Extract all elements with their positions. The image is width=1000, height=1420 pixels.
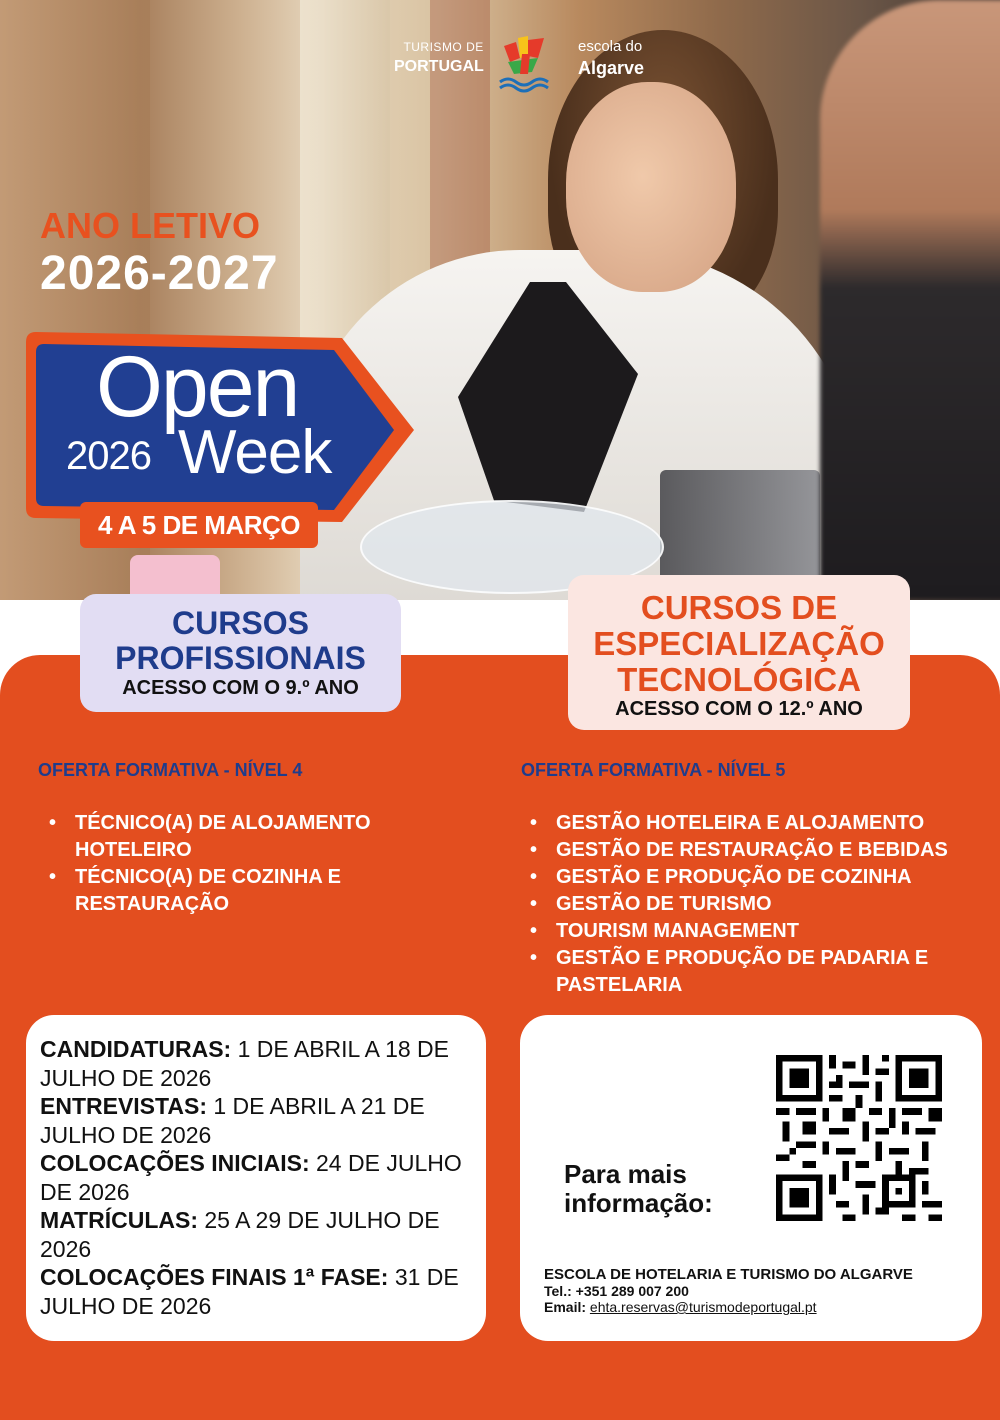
date-value: 24 DE JULHO DE 2026 — [40, 1150, 462, 1205]
offer-heading-level5: OFERTA FORMATIVA - NÍVEL 5 — [521, 760, 786, 780]
offer-heading-level4: OFERTA FORMATIVA - NÍVEL 4 — [38, 760, 303, 780]
school-year-value: 2026-2027 — [40, 247, 279, 300]
contact-details — [544, 1267, 913, 1315]
professional-courses-tag — [80, 594, 401, 712]
phone-number: +351 289 007 200 — [575, 1283, 689, 1299]
list-item: • GESTÃO E PRODUÇÃO DE PADARIA E PASTELARIA — [520, 945, 980, 999]
list-item: • TÉCNICO(A) DE ALOJAMENTO HOTELEIRO — [39, 810, 439, 864]
email-label: Email: — [544, 1299, 587, 1315]
application-dates-box — [26, 1015, 486, 1341]
date-row — [40, 1149, 480, 1206]
date-label: CANDIDATURAS: — [40, 1036, 232, 1062]
turismo-logo-icon — [494, 32, 558, 96]
professional-title-line2: PROFISSIONAIS — [115, 640, 366, 676]
logo-text-line2: PORTUGAL — [394, 58, 484, 75]
logo-right-line2: Algarve — [578, 58, 645, 78]
escola-algarve-logo — [578, 38, 644, 79]
specialization-title-line1: CURSOS DE — [640, 589, 838, 626]
date-row — [40, 1035, 480, 1092]
turismo-de-portugal-logo — [394, 40, 484, 76]
list-item: • GESTÃO DE TURISMO — [520, 891, 980, 918]
specialization-title-line2: ESPECIALIZAÇÃO — [593, 625, 885, 662]
more-info-label — [564, 1160, 713, 1218]
date-value: 1 DE ABRIL A 21 DE JULHO DE 2026 — [40, 1093, 425, 1148]
phone-label: Tel.: — [544, 1283, 572, 1299]
open-week-week-word: Week — [178, 418, 332, 487]
date-value: 31 DE JULHO DE 2026 — [40, 1264, 459, 1319]
contact-info-box — [520, 1015, 982, 1341]
date-label: MATRÍCULAS: — [40, 1207, 198, 1233]
date-value: 25 A 29 DE JULHO DE 2026 — [40, 1207, 440, 1262]
logo-right-line1: escola do — [578, 38, 643, 55]
specialization-title-line3: TECNOLÓGICA — [617, 661, 861, 698]
more-info-line1: Para mais — [564, 1159, 687, 1189]
school-name: ESCOLA DE HOTELARIA E TURISMO DO ALGARVE — [544, 1266, 913, 1283]
list-item: • TOURISM MANAGEMENT — [520, 918, 980, 945]
date-label: COLOCAÇÕES FINAIS 1ª FASE: — [40, 1264, 389, 1290]
list-item: • GESTÃO E PRODUÇÃO DE COZINHA — [520, 864, 980, 891]
specialization-course-list — [520, 810, 980, 999]
list-item: • TÉCNICO(A) DE COZINHA E RESTAURAÇÃO — [39, 864, 439, 918]
phone-line — [544, 1283, 913, 1299]
list-item: • GESTÃO HOTELEIRA E ALOJAMENTO — [520, 810, 980, 837]
date-value: 1 DE ABRIL A 18 DE JULHO DE 2026 — [40, 1036, 450, 1091]
open-week-open-word: Open — [96, 339, 299, 435]
logo-text-line1: TURISMO DE — [403, 40, 484, 54]
qr-code-icon[interactable] — [776, 1055, 942, 1221]
more-info-line2: informação: — [564, 1188, 713, 1218]
open-week-year: 2026 — [66, 434, 151, 478]
professional-title-line1: CURSOS — [172, 605, 309, 641]
specialization-access: ACESSO COM O 12.º ANO — [615, 698, 863, 720]
list-item: • GESTÃO DE RESTAURAÇÃO E BEBIDAS — [520, 837, 980, 864]
date-row — [40, 1092, 480, 1149]
school-year-kicker: ANO LETIVO — [40, 205, 261, 246]
email-link[interactable]: ehta.reservas@turismodeportugal.pt — [589, 1299, 817, 1315]
specialization-courses-tag — [568, 575, 910, 730]
application-dates-list — [40, 1035, 480, 1320]
open-week-dates: 4 A 5 DE MARÇO — [80, 502, 318, 548]
date-row — [40, 1206, 480, 1263]
date-label: ENTREVISTAS: — [40, 1093, 207, 1119]
date-row — [40, 1263, 480, 1320]
date-label: COLOCAÇÕES INICIAIS: — [40, 1150, 310, 1176]
email-line — [544, 1299, 913, 1315]
professional-access: ACESSO COM O 9.º ANO — [122, 677, 359, 699]
professional-course-list — [39, 810, 439, 918]
